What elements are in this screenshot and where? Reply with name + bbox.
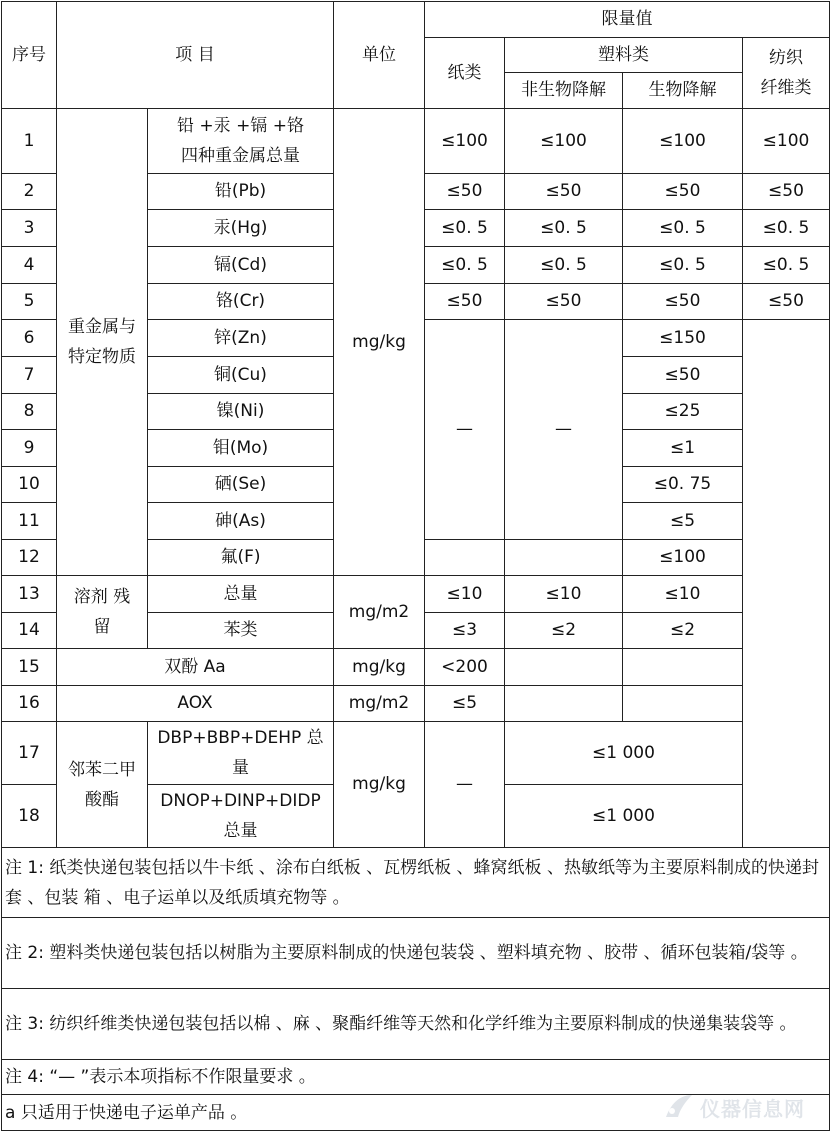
non-bio-value: ≤2 (505, 613, 623, 649)
bio-value: ≤50 (623, 284, 743, 320)
textile-value: ≤0. 5 (743, 247, 830, 284)
row-name: 双酚 Aa (57, 649, 334, 686)
note-2: 注 2: 塑料类快递包装包括以树脂为主要原料制成的快递包装袋 、塑料填充物 、胶带 、循环包装箱/袋等 。 (2, 918, 830, 989)
header-item: 项 目 (57, 2, 334, 109)
bio-blank (623, 649, 743, 686)
row-name: 铜(Cu) (148, 357, 334, 394)
watermark-logo-icon (662, 1091, 696, 1121)
watermark (662, 1087, 822, 1127)
textile-value: ≤50 (743, 284, 830, 320)
header-limit: 限量值 (425, 2, 830, 38)
paper-value: ≤100 (425, 109, 505, 174)
note-4: 注 4: “— ”表示本项指标不作限量要求 。 (2, 1060, 830, 1095)
header-seq: 序号 (2, 2, 57, 109)
header-non-bio: 非生物降解 (505, 73, 623, 109)
non-bio-value: ≤100 (505, 109, 623, 174)
textile-blank (743, 320, 830, 848)
group-phthalate: 邻苯二甲 酸酯 (57, 722, 148, 848)
unit-cell: mg/m2 (334, 576, 425, 649)
unit-cell: mg/m2 (334, 686, 425, 722)
bio-value: ≤100 (623, 540, 743, 576)
paper-value: ≤50 (425, 174, 505, 210)
bio-value: ≤5 (623, 503, 743, 540)
note-a: a 只适用于快递电子运单产品 。 (2, 1095, 830, 1131)
row-no: 7 (2, 357, 57, 394)
row-name: 铅 +汞 +镉 +铬 四种重金属总量 (148, 109, 334, 174)
unit-cell: mg/kg (334, 649, 425, 686)
group-heavy-metal: 重金属与 特定物质 (57, 109, 148, 576)
row-no: 14 (2, 613, 57, 649)
paper-value: ≤0. 5 (425, 210, 505, 247)
row-name: 钼(Mo) (148, 430, 334, 467)
watermark-text: 仪器信息网 (700, 1097, 805, 1121)
paper-value: ≤50 (425, 284, 505, 320)
row-name: 镍(Ni) (148, 394, 334, 430)
bio-value: ≤10 (623, 576, 743, 613)
row-name: 锌(Zn) (148, 320, 334, 357)
row-no: 15 (2, 649, 57, 686)
row-no: 1 (2, 109, 57, 174)
row-name: 铬(Cr) (148, 284, 334, 320)
plastic-value: ≤1 000 (505, 785, 743, 848)
bio-value: ≤100 (623, 109, 743, 174)
paper-dash: — (425, 722, 505, 848)
header-textile: 纺织 纤维类 (743, 38, 830, 109)
group-solvent: 溶剂 残 留 (57, 576, 148, 649)
row-no: 3 (2, 210, 57, 247)
row-no: 9 (2, 430, 57, 467)
row-no: 8 (2, 394, 57, 430)
textile-value: ≤0. 5 (743, 210, 830, 247)
paper-value: ≤10 (425, 576, 505, 613)
row-no: 16 (2, 686, 57, 722)
non-bio-value: ≤0. 5 (505, 247, 623, 284)
row-name: 总量 (148, 576, 334, 613)
row-no: 6 (2, 320, 57, 357)
paper-dash: — (425, 320, 505, 540)
bio-value: ≤50 (623, 174, 743, 210)
row-name: DBP+BBP+DEHP 总 量 (148, 722, 334, 785)
bio-value: ≤0. 75 (623, 467, 743, 503)
row-no: 4 (2, 247, 57, 284)
bio-value: ≤1 (623, 430, 743, 467)
unit-cell: mg/kg (334, 722, 425, 848)
unit-cell: mg/kg (334, 109, 425, 576)
paper-value: <200 (425, 649, 505, 686)
non-bio-blank (505, 686, 623, 722)
row-no: 12 (2, 540, 57, 576)
row-no: 18 (2, 785, 57, 848)
non-bio-dash: — (505, 320, 623, 540)
bio-value: ≤0. 5 (623, 210, 743, 247)
paper-value: ≤5 (425, 686, 505, 722)
row-no: 17 (2, 722, 57, 785)
note-3: 注 3: 纺织纤维类快递包装包括以棉 、麻 、聚酯纤维等天然和化学纤维为主要原料制成的快递集装袋等 。 (2, 989, 830, 1060)
paper-blank (425, 540, 505, 576)
row-name: 氟(F) (148, 540, 334, 576)
bio-value: ≤2 (623, 613, 743, 649)
non-bio-value: ≤50 (505, 174, 623, 210)
textile-value: ≤50 (743, 174, 830, 210)
row-name: 硒(Se) (148, 467, 334, 503)
non-bio-value: ≤10 (505, 576, 623, 613)
header-paper: 纸类 (425, 38, 505, 109)
row-name: 汞(Hg) (148, 210, 334, 247)
limits-table (1, 1, 830, 1131)
row-name: 镉(Cd) (148, 247, 334, 284)
paper-value: ≤0. 5 (425, 247, 505, 284)
bio-value: ≤50 (623, 357, 743, 394)
row-no: 2 (2, 174, 57, 210)
row-name: 铅(Pb) (148, 174, 334, 210)
row-name: 砷(As) (148, 503, 334, 540)
paper-value: ≤3 (425, 613, 505, 649)
bio-value: ≤150 (623, 320, 743, 357)
row-no: 11 (2, 503, 57, 540)
plastic-value: ≤1 000 (505, 722, 743, 785)
non-bio-blank (505, 649, 623, 686)
note-1: 注 1: 纸类快递包装包括以牛卡纸 、涂布白纸板 、瓦楞纸板 、蜂窝纸板 、热敏纸等为主要原料制成的快递封套 、包装 箱 、电子运单以及纸质填充物等 。 (2, 848, 830, 918)
row-name: 苯类 (148, 613, 334, 649)
row-no: 13 (2, 576, 57, 613)
header-unit: 单位 (334, 2, 425, 109)
bio-blank (623, 686, 743, 722)
row-name: DNOP+DINP+DIDP 总量 (148, 785, 334, 848)
non-bio-blank (505, 540, 623, 576)
non-bio-value: ≤0. 5 (505, 210, 623, 247)
row-no: 5 (2, 284, 57, 320)
row-no: 10 (2, 467, 57, 503)
row-name: AOX (57, 686, 334, 722)
header-bio: 生物降解 (623, 73, 743, 109)
bio-value: ≤25 (623, 394, 743, 430)
header-plastic: 塑料类 (505, 38, 743, 73)
textile-value: ≤100 (743, 109, 830, 174)
non-bio-value: ≤50 (505, 284, 623, 320)
bio-value: ≤0. 5 (623, 247, 743, 284)
